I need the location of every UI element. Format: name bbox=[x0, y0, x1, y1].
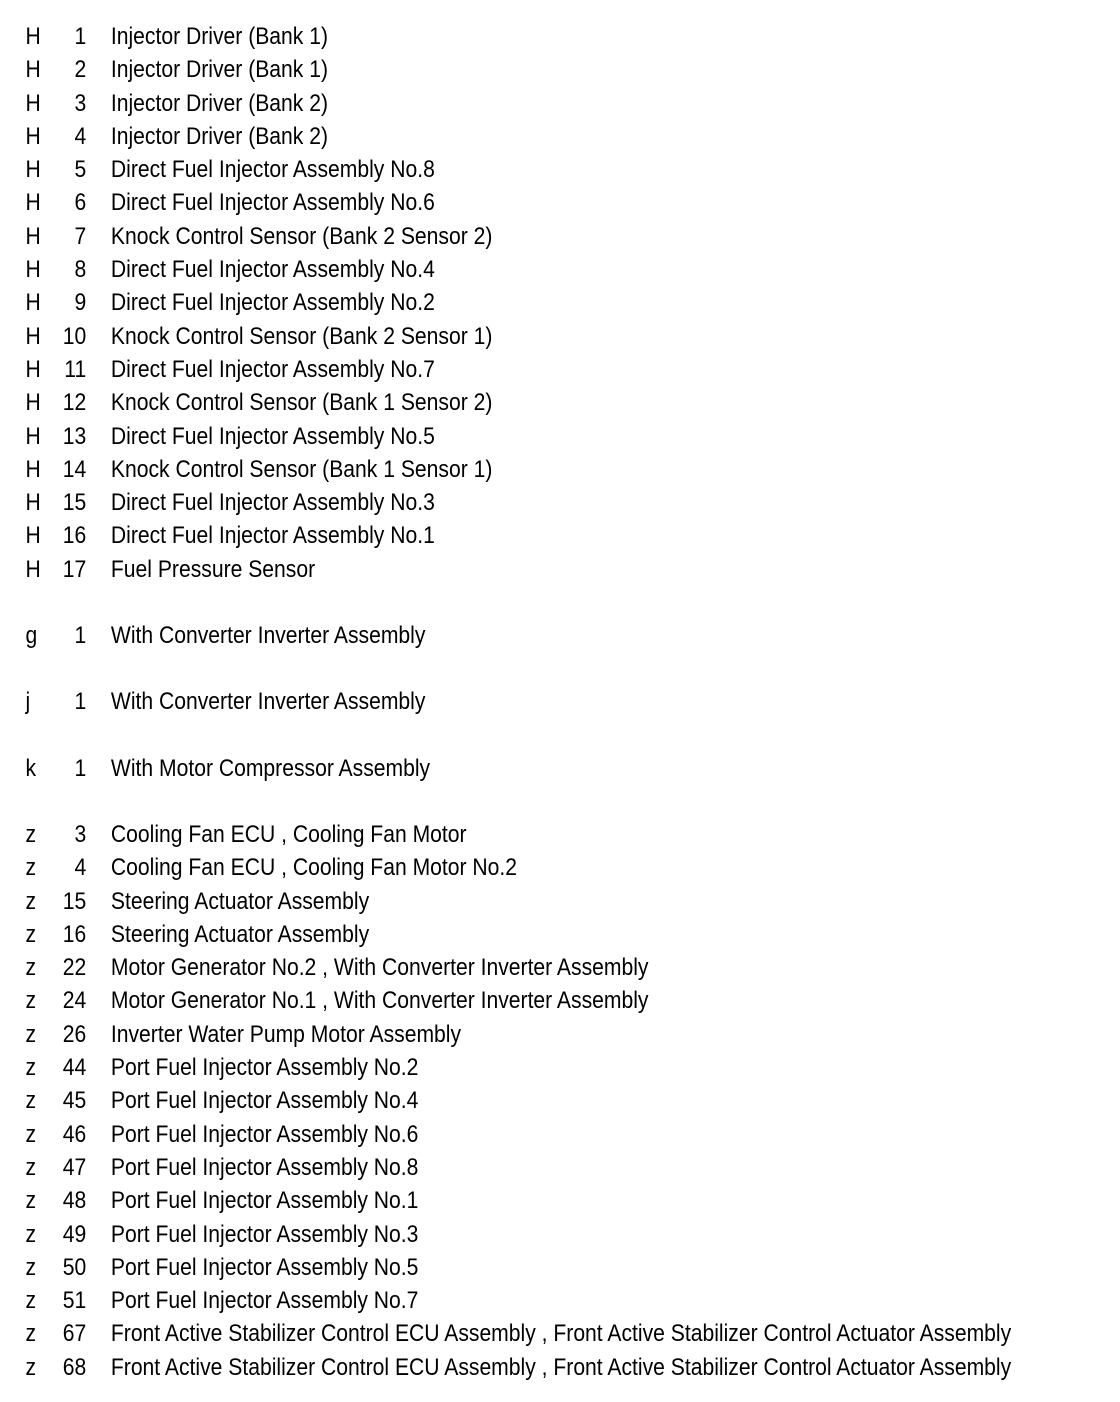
pin-number: 1 bbox=[74, 23, 87, 50]
pin-number: 1 bbox=[74, 688, 87, 716]
connector-code: z bbox=[25, 1320, 37, 1348]
list-item bbox=[0, 486, 986, 519]
list-item bbox=[0, 984, 986, 1017]
pin-description: Cooling Fan ECU , Cooling Fan Motor bbox=[110, 820, 467, 848]
connector-code: z bbox=[25, 1020, 37, 1048]
connector-code: z bbox=[25, 1253, 37, 1281]
pin-description: Direct Fuel Injector Assembly No.2 bbox=[110, 289, 435, 317]
pin-description: Motor Generator No.2 , With Converter Inverter Assembly bbox=[110, 954, 649, 982]
list-item bbox=[0, 1317, 1012, 1350]
pin-number: 51 bbox=[62, 1287, 87, 1315]
pin-description: Port Fuel Injector Assembly No.1 bbox=[110, 1187, 419, 1215]
pin-description: With Converter Inverter Assembly bbox=[110, 688, 426, 716]
pin-number: 14 bbox=[62, 455, 87, 483]
list-item bbox=[0, 1184, 986, 1217]
list-item bbox=[0, 153, 986, 186]
pin-number: 50 bbox=[62, 1253, 87, 1281]
connector-code: z bbox=[25, 820, 37, 848]
list-item bbox=[0, 1051, 986, 1084]
list-item bbox=[0, 1151, 986, 1184]
connector-code: z bbox=[25, 1353, 37, 1381]
pin-description: Knock Control Sensor (Bank 1 Sensor 1) bbox=[110, 455, 493, 483]
connector-code: z bbox=[25, 1054, 37, 1082]
pin-description: Direct Fuel Injector Assembly No.8 bbox=[110, 156, 435, 184]
pin-number: 26 bbox=[62, 1020, 87, 1048]
connector-code: H bbox=[25, 156, 41, 184]
connector-code: H bbox=[25, 56, 41, 84]
pin-number: 22 bbox=[62, 954, 87, 982]
pin-number: 16 bbox=[62, 920, 87, 948]
pin-number: 3 bbox=[74, 89, 87, 117]
list-item bbox=[0, 553, 986, 586]
connector-group bbox=[0, 752, 1120, 785]
pin-description: Port Fuel Injector Assembly No.6 bbox=[110, 1120, 419, 1148]
pin-number: 3 bbox=[74, 820, 87, 848]
connector-code: H bbox=[25, 256, 41, 284]
pin-description: Direct Fuel Injector Assembly No.6 bbox=[110, 189, 435, 217]
list-item bbox=[0, 519, 986, 552]
pin-description: Knock Control Sensor (Bank 1 Sensor 2) bbox=[110, 389, 493, 417]
pin-number: 12 bbox=[62, 389, 87, 417]
list-item bbox=[0, 851, 986, 884]
connector-code: z bbox=[25, 854, 37, 882]
pin-number: 17 bbox=[62, 555, 87, 583]
pin-number: 6 bbox=[74, 189, 87, 217]
list-item bbox=[0, 685, 986, 718]
pin-description: Injector Driver (Bank 1) bbox=[110, 56, 329, 84]
pin-number: 7 bbox=[74, 222, 87, 250]
connector-group bbox=[0, 818, 1120, 1384]
pin-description: Inverter Water Pump Motor Assembly bbox=[110, 1020, 462, 1048]
pin-number: 5 bbox=[74, 156, 87, 184]
list-item bbox=[0, 918, 986, 951]
connector-code: H bbox=[25, 489, 41, 517]
list-item bbox=[0, 186, 986, 219]
pin-description: Injector Driver (Bank 2) bbox=[110, 122, 329, 150]
list-item bbox=[0, 1018, 986, 1051]
connector-code: H bbox=[25, 422, 41, 450]
pin-number: 16 bbox=[62, 522, 87, 550]
pin-number: 15 bbox=[62, 887, 87, 915]
connector-code: H bbox=[25, 555, 41, 583]
connector-code: z bbox=[25, 987, 37, 1015]
pin-number: 48 bbox=[62, 1187, 87, 1215]
pin-number: 68 bbox=[62, 1353, 87, 1381]
pin-description: Direct Fuel Injector Assembly No.7 bbox=[110, 355, 435, 383]
pin-number: 45 bbox=[62, 1087, 87, 1115]
list-item bbox=[0, 1251, 986, 1284]
connector-code: H bbox=[25, 222, 41, 250]
pin-number: 11 bbox=[64, 355, 87, 383]
connector-code: H bbox=[25, 189, 41, 217]
list-item bbox=[0, 253, 986, 286]
pin-description: Front Active Stabilizer Control ECU Assembly , Front Active Stabilizer Control Actuator Assembly bbox=[110, 1320, 1012, 1348]
pin-number: 47 bbox=[62, 1153, 87, 1181]
pin-description: Cooling Fan ECU , Cooling Fan Motor No.2 bbox=[110, 854, 518, 882]
connector-code: H bbox=[25, 122, 41, 150]
list-item bbox=[0, 1284, 986, 1317]
list-item bbox=[0, 386, 986, 419]
pin-number: 44 bbox=[62, 1054, 87, 1082]
pin-description: Direct Fuel Injector Assembly No.5 bbox=[110, 422, 435, 450]
list-item bbox=[0, 220, 986, 253]
pin-description: Front Active Stabilizer Control ECU Assembly , Front Active Stabilizer Control Actuator Assembly bbox=[110, 1353, 1012, 1381]
connector-code: z bbox=[25, 1287, 37, 1315]
list-item bbox=[0, 420, 986, 453]
pin-description: With Converter Inverter Assembly bbox=[110, 622, 426, 650]
list-item bbox=[0, 1084, 986, 1117]
list-item bbox=[0, 619, 986, 652]
connector-code: z bbox=[25, 1087, 37, 1115]
connector-code: H bbox=[25, 289, 41, 317]
connector-group bbox=[0, 685, 1120, 718]
pin-number: 4 bbox=[74, 122, 87, 150]
pin-description: Injector Driver (Bank 2) bbox=[110, 89, 329, 117]
connector-list bbox=[0, 20, 1120, 1384]
connector-code: z bbox=[25, 1187, 37, 1215]
connector-group bbox=[0, 619, 1120, 652]
connector-code: z bbox=[25, 1220, 37, 1248]
pin-description: Port Fuel Injector Assembly No.3 bbox=[110, 1220, 419, 1248]
pin-description: Port Fuel Injector Assembly No.5 bbox=[110, 1253, 419, 1281]
pin-number: 4 bbox=[74, 854, 87, 882]
list-item bbox=[0, 20, 986, 53]
pin-description: Knock Control Sensor (Bank 2 Sensor 2) bbox=[110, 222, 493, 250]
pin-number: 46 bbox=[62, 1120, 87, 1148]
connector-code: g bbox=[25, 622, 38, 650]
pin-number: 24 bbox=[62, 987, 87, 1015]
pin-number: 67 bbox=[62, 1320, 87, 1348]
pin-description: Port Fuel Injector Assembly No.4 bbox=[110, 1087, 419, 1115]
pin-description: Direct Fuel Injector Assembly No.1 bbox=[110, 522, 435, 550]
pin-number: 2 bbox=[74, 56, 87, 84]
connector-code: j bbox=[25, 688, 31, 716]
list-item bbox=[0, 320, 986, 353]
pin-number: 1 bbox=[74, 754, 87, 782]
pin-number: 15 bbox=[62, 489, 87, 517]
connector-code: k bbox=[25, 754, 37, 782]
connector-code: H bbox=[25, 389, 41, 417]
pin-description: Direct Fuel Injector Assembly No.4 bbox=[110, 256, 435, 284]
pin-description: Knock Control Sensor (Bank 2 Sensor 1) bbox=[110, 322, 493, 350]
pin-number: 8 bbox=[74, 256, 87, 284]
list-item bbox=[0, 453, 986, 486]
list-item bbox=[0, 286, 986, 319]
list-item bbox=[0, 1118, 986, 1151]
list-item bbox=[0, 53, 986, 86]
connector-code: H bbox=[25, 522, 41, 550]
connector-code: H bbox=[25, 455, 41, 483]
pin-description: Direct Fuel Injector Assembly No.3 bbox=[110, 489, 435, 517]
list-item bbox=[0, 1351, 1012, 1384]
pin-description: Steering Actuator Assembly bbox=[110, 887, 370, 915]
list-item bbox=[0, 752, 986, 785]
pin-number: 9 bbox=[74, 289, 87, 317]
pin-description: Steering Actuator Assembly bbox=[110, 920, 370, 948]
connector-code: z bbox=[25, 954, 37, 982]
list-item bbox=[0, 353, 986, 386]
list-item bbox=[0, 951, 986, 984]
pin-description: Port Fuel Injector Assembly No.2 bbox=[110, 1054, 419, 1082]
connector-code: z bbox=[25, 887, 37, 915]
pin-number: 49 bbox=[62, 1220, 87, 1248]
connector-code: z bbox=[25, 1153, 37, 1181]
connector-group bbox=[0, 20, 1120, 586]
pin-description: Port Fuel Injector Assembly No.7 bbox=[110, 1287, 419, 1315]
pin-description: Motor Generator No.1 , With Converter Inverter Assembly bbox=[110, 987, 649, 1015]
connector-code: H bbox=[25, 322, 41, 350]
connector-code: H bbox=[25, 89, 41, 117]
pin-description: Fuel Pressure Sensor bbox=[110, 555, 316, 583]
connector-code: H bbox=[25, 23, 41, 50]
list-item bbox=[0, 87, 986, 120]
list-item bbox=[0, 885, 986, 918]
connector-code: H bbox=[25, 355, 41, 383]
pin-number: 1 bbox=[74, 622, 87, 650]
connector-code: z bbox=[25, 920, 37, 948]
list-item bbox=[0, 818, 986, 851]
pin-number: 10 bbox=[62, 322, 87, 350]
connector-code: z bbox=[25, 1120, 37, 1148]
list-item bbox=[0, 120, 986, 153]
list-item bbox=[0, 1218, 986, 1251]
pin-number: 13 bbox=[62, 422, 87, 450]
pin-description: With Motor Compressor Assembly bbox=[110, 754, 431, 782]
pin-description: Injector Driver (Bank 1) bbox=[110, 23, 329, 50]
pin-description: Port Fuel Injector Assembly No.8 bbox=[110, 1153, 419, 1181]
